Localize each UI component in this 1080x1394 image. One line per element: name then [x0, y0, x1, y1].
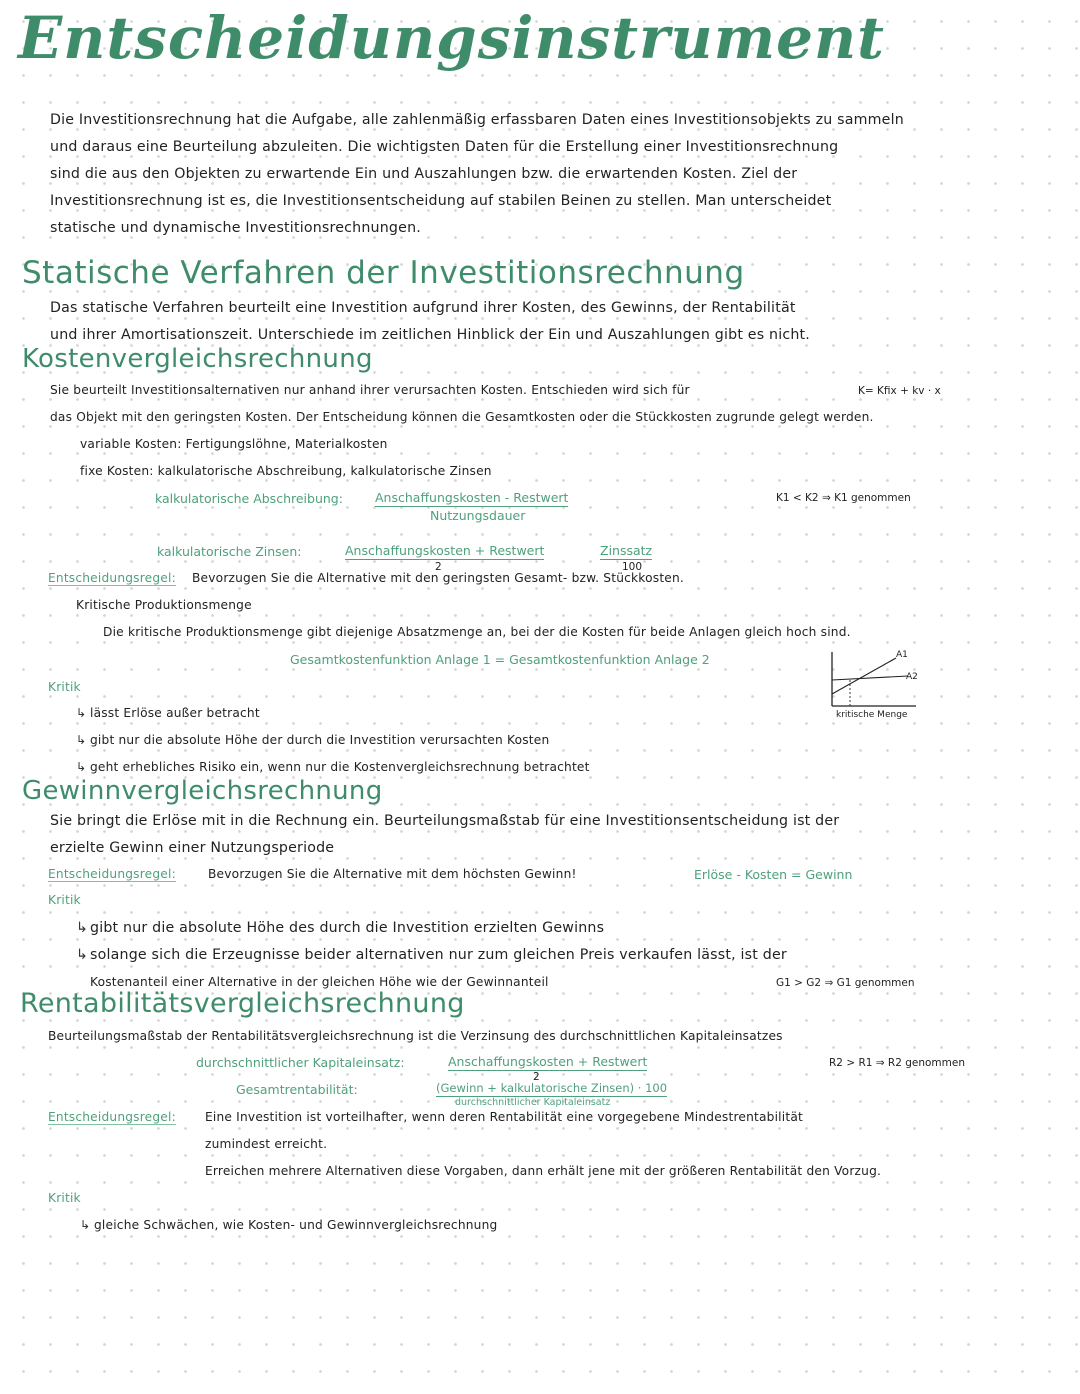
kritische-menge-label: Kritische Produktionsmenge	[76, 598, 252, 612]
kosten-line-1: Sie beurteilt Investitionsalternativen nur anhand ihrer verursachten Kosten. Entschieden wird sich für	[50, 383, 690, 397]
statisch-line-2: und ihrer Amortisationszeit. Unterschiede im zeitlichen Hinblick der Ein und Auszahlungen gibt es nicht.	[50, 327, 811, 343]
gesamtrentabilitaet-denominator: durchschnittlicher Kapitaleinsatz	[455, 1097, 611, 1108]
graph-label-a1: A1	[896, 650, 908, 660]
arrow-icon: ↳	[76, 706, 87, 720]
abschreibung-denominator: Nutzungsdauer	[430, 508, 526, 523]
intro-line-2: und daraus eine Beurteilung abzuleiten. Die wichtigsten Daten für die Erstellung einer Investitionsrechnung	[50, 139, 839, 155]
arrow-icon: ↳	[80, 1218, 91, 1232]
rentabilitaet-kritik-label: Kritik	[48, 1191, 81, 1205]
zinsen-denominator: 2	[435, 561, 442, 573]
heading-statische-verfahren: Statische Verfahren der Investitionsrechnung	[22, 255, 745, 291]
gewinn-regel-text: Bevorzugen Sie die Alternative mit dem höchsten Gewinn!	[208, 867, 577, 881]
rentabilitaet-regel-text-3: Erreichen mehrere Alternativen diese Vorgaben, dann erhält jene mit der größeren Rentabilität den Vorzug.	[205, 1164, 882, 1178]
intro-line-3: sind die aus den Objekten zu erwartende Ein und Auszahlungen bzw. die erwartenden Kosten. Ziel der	[50, 166, 798, 182]
kosten-formula: K= Kfix + kv · x	[858, 385, 941, 397]
zinsen-numerator: Anschaffungskosten + Restwert	[345, 543, 545, 558]
rentabilitaet-rule: R2 > R1 ⇒ R2 genommen	[829, 1057, 965, 1069]
page-title: Entscheidungsinstrument	[18, 4, 885, 72]
gewinn-formula: Erlöse - Kosten = Gewinn	[694, 867, 853, 882]
kapitaleinsatz-denominator: 2	[533, 1071, 540, 1083]
abschreibung-rule: K1 < K2 ⇒ K1 genommen	[776, 492, 911, 504]
kosten-kritik-label: Kritik	[48, 680, 81, 694]
kosten-kritik-1: ↳ lässt Erlöse außer betracht	[76, 706, 260, 720]
rentabilitaet-regel-text-2: zumindest erreicht.	[205, 1137, 328, 1151]
kritische-menge-formula: Gesamtkostenfunktion Anlage 1 = Gesamtkostenfunktion Anlage 2	[290, 652, 710, 667]
gewinn-rule: G1 > G2 ⇒ G1 genommen	[776, 977, 915, 989]
abschreibung-label: kalkulatorische Abschreibung:	[155, 491, 343, 506]
arrow-icon: ↳	[76, 947, 89, 963]
zinssatz-numerator: Zinssatz	[600, 543, 653, 558]
kosten-kritik-2: ↳ gibt nur die absolute Höhe der durch die Investition verursachten Kosten	[76, 733, 550, 747]
heading-gewinnvergleich: Gewinnvergleichsrechnung	[22, 776, 383, 806]
fixe-kosten: fixe Kosten: kalkulatorische Abschreibung, kalkulatorische Zinsen	[80, 464, 492, 478]
kapitaleinsatz-numerator: Anschaffungskosten + Restwert	[448, 1054, 648, 1069]
gewinn-regel-label: Entscheidungsregel:	[48, 867, 176, 881]
heading-kostenvergleich: Kostenvergleichsrechnung	[22, 344, 373, 374]
rentabilitaet-regel-label: Entscheidungsregel:	[48, 1110, 176, 1124]
gewinn-kritik-cont: Kostenanteil einer Alternative in der gleichen Höhe wie der Gewinnanteil	[90, 975, 549, 989]
arrow-icon: ↳	[76, 760, 87, 774]
gewinn-kritik-1: ↳ gibt nur die absolute Höhe des durch die Investition erzielten Gewinns	[76, 920, 605, 936]
variable-kosten: variable Kosten: Fertigungslöhne, Materialkosten	[80, 437, 388, 451]
kosten-kritik-3: ↳ geht erhebliches Risiko ein, wenn nur die Kostenvergleichsrechnung betrachtet	[76, 760, 590, 774]
statisch-line-1: Das statische Verfahren beurteilt eine Investition aufgrund ihrer Kosten, des Gewinns, der Rentabilität	[50, 300, 796, 316]
intro-line-1: Die Investitionsrechnung hat die Aufgabe, alle zahlenmäßig erfassbaren Daten eines Investitionsobjekts zu sammeln	[50, 112, 904, 128]
rentabilitaet-line-1: Beurteilungsmaßstab der Rentabilitätsvergleichsrechnung ist die Verzinsung des durchschnittlichen Kapitaleinsatzes	[48, 1029, 783, 1043]
kritische-menge-text: Die kritische Produktionsmenge gibt diejenige Absatzmenge an, bei der die Kosten für beide Anlagen gleich hoch sind.	[103, 625, 851, 639]
abschreibung-numerator: Anschaffungskosten - Restwert	[375, 490, 569, 505]
gewinn-kritik-2: ↳ solange sich die Erzeugnisse beider alternativen nur zum gleichen Preis verkaufen lässt, ist der	[76, 947, 787, 963]
rentabilitaet-regel-text: Eine Investition ist vorteilhafter, wenn deren Rentabilität eine vorgegebene Mindestrentabilität	[205, 1110, 803, 1124]
rentabilitaet-kritik-1: ↳ gleiche Schwächen, wie Kosten- und Gewinnvergleichsrechnung	[80, 1218, 498, 1232]
kosten-regel-text: Bevorzugen Sie die Alternative mit den geringsten Gesamt- bzw. Stückkosten.	[192, 571, 684, 585]
heading-rentabilitaetsvergleich: Rentabilitätsvergleichsrechnung	[20, 988, 465, 1019]
intro-line-5: statische und dynamische Investitionsrechnungen.	[50, 220, 421, 236]
graph-label-a2: A2	[906, 672, 918, 682]
zinssatz-denominator: 100	[622, 561, 643, 573]
kapitaleinsatz-label: durchschnittlicher Kapitaleinsatz:	[196, 1055, 405, 1070]
intro-line-4: Investitionsrechnung ist es, die Investitionsentscheidung auf stabilen Beinen zu stellen. Man unterscheidet	[50, 193, 832, 209]
gesamtrentabilitaet-numerator: (Gewinn + kalkulatorische Zinsen) · 100	[436, 1081, 668, 1095]
kosten-regel-label: Entscheidungsregel:	[48, 571, 176, 585]
gewinn-kritik-label: Kritik	[48, 893, 81, 907]
arrow-icon: ↳	[76, 733, 87, 747]
gesamtrentabilitaet-label: Gesamtrentabilität:	[236, 1082, 358, 1097]
zinsen-label: kalkulatorische Zinsen:	[157, 544, 302, 559]
gewinn-line-1: Sie bringt die Erlöse mit in die Rechnung ein. Beurteilungsmaßstab für eine Investitionsentscheidung ist der	[50, 813, 840, 829]
kosten-line-2: das Objekt mit den geringsten Kosten. Der Entscheidung können die Gesamtkosten oder die Stückkosten zugrunde gelegt werden.	[50, 410, 874, 424]
graph-caption: kritische Menge	[836, 710, 908, 720]
arrow-icon: ↳	[76, 920, 89, 936]
gewinn-line-2: erzielte Gewinn einer Nutzungsperiode	[50, 840, 335, 856]
kritische-menge-graph	[826, 648, 926, 718]
